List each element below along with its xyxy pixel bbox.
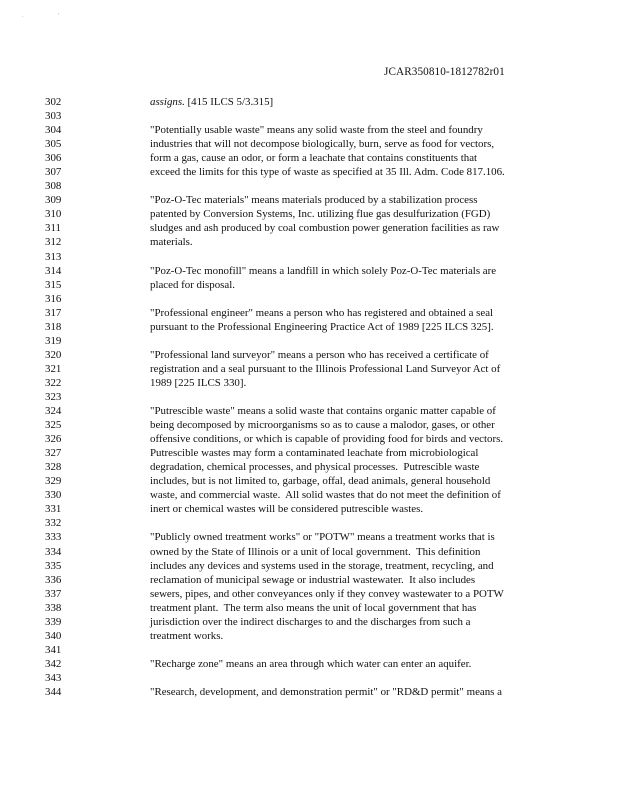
line-number: 304 bbox=[45, 124, 62, 137]
line-text bbox=[150, 95, 273, 109]
line-number: 335 bbox=[45, 559, 62, 572]
line-text: includes, but is not limited to, garbage, offal, dead animals, general household bbox=[150, 475, 491, 488]
text-line bbox=[0, 545, 618, 559]
text-line bbox=[0, 306, 618, 320]
numbered-text-body bbox=[0, 95, 618, 699]
text-line bbox=[0, 502, 618, 516]
text-line bbox=[0, 221, 618, 235]
line-number: 334 bbox=[45, 545, 62, 558]
line-text: form a gas, cause an odor, or form a leachate that contains constituents that bbox=[150, 152, 478, 165]
text-line bbox=[0, 95, 618, 109]
line-number: 311 bbox=[45, 222, 61, 235]
line-number: 336 bbox=[45, 573, 62, 586]
line-text: "Professional land surveyor" means a person who has received a certificate of bbox=[150, 348, 489, 361]
line-text: treatment works. bbox=[150, 629, 224, 642]
text-line bbox=[0, 165, 618, 179]
line-text: materials. bbox=[150, 236, 193, 249]
line-text: being decomposed by microorganisms so as to cause a malodor, gases, or other bbox=[150, 419, 495, 432]
line-number: 341 bbox=[45, 643, 62, 656]
line-number: 312 bbox=[45, 236, 62, 249]
text-line bbox=[0, 643, 618, 657]
line-number: 344 bbox=[45, 685, 62, 698]
line-text: offensive conditions, or which is capable of providing food for birds and vectors. bbox=[150, 433, 504, 446]
line-number: 303 bbox=[45, 110, 62, 123]
text-line bbox=[0, 390, 618, 404]
line-number: 307 bbox=[45, 166, 62, 179]
line-text: includes any devices and systems used in the storage, treatment, recycling, and bbox=[150, 559, 494, 572]
text-line bbox=[0, 151, 618, 165]
line-number: 328 bbox=[45, 461, 62, 474]
text-line bbox=[0, 123, 618, 137]
text-line bbox=[0, 474, 618, 488]
line-text: "Recharge zone" means an area through which water can enter an aquifer. bbox=[150, 657, 472, 670]
line-text: registration and a seal pursuant to the Illinois Professional Land Surveyor Act of bbox=[150, 362, 501, 375]
line-text: Putrescible wastes may form a contaminated leachate from microbiological bbox=[150, 447, 479, 460]
line-number: 314 bbox=[45, 264, 62, 277]
line-text: waste, and commercial waste. All solid wastes that do not meet the definition of bbox=[150, 489, 501, 502]
text-line bbox=[0, 629, 618, 643]
line-text: 1989 [225 ILCS 330]. bbox=[150, 376, 247, 389]
text-line bbox=[0, 250, 618, 264]
line-number: 343 bbox=[45, 671, 62, 684]
text-line bbox=[0, 109, 618, 123]
document-id: JCAR350810-1812782r01 bbox=[384, 66, 505, 78]
line-number: 339 bbox=[45, 615, 62, 628]
text-line bbox=[0, 376, 618, 390]
text-line bbox=[0, 348, 618, 362]
text-line bbox=[0, 235, 618, 249]
text-line bbox=[0, 137, 618, 151]
text-line bbox=[0, 587, 618, 601]
line-number: 332 bbox=[45, 517, 62, 530]
text-line bbox=[0, 404, 618, 418]
line-number: 310 bbox=[45, 208, 62, 221]
line-text: "Publicly owned treatment works" or "POTW" means a treatment works that is bbox=[150, 531, 495, 544]
text-line bbox=[0, 657, 618, 671]
line-text: sewers, pipes, and other conveyances only if they convey wastewater to a POTW bbox=[150, 587, 504, 600]
text-line bbox=[0, 573, 618, 587]
line-number: 306 bbox=[45, 152, 62, 165]
scan-speck-right: ' bbox=[58, 13, 60, 19]
text-line bbox=[0, 615, 618, 629]
line-number: 318 bbox=[45, 320, 62, 333]
line-text: inert or chemical wastes will be considered putrescible wastes. bbox=[150, 503, 424, 516]
text-line bbox=[0, 601, 618, 615]
line-text: patented by Conversion Systems, Inc. utilizing flue gas desulfurization (FGD) bbox=[150, 208, 491, 221]
line-number: 317 bbox=[45, 306, 62, 319]
line-text: "Research, development, and demonstration permit" or "RD&D permit" means a bbox=[150, 685, 502, 698]
text-line bbox=[0, 432, 618, 446]
text-line bbox=[0, 418, 618, 432]
line-number: 340 bbox=[45, 629, 62, 642]
line-number: 325 bbox=[45, 419, 62, 432]
text-line bbox=[0, 362, 618, 376]
line-text: "Professional engineer" means a person who has registered and obtained a seal bbox=[150, 306, 494, 319]
text-line bbox=[0, 278, 618, 292]
text-line bbox=[0, 559, 618, 573]
line-number: 302 bbox=[45, 96, 62, 108]
line-number: 321 bbox=[45, 362, 62, 375]
text-line bbox=[0, 292, 618, 306]
text-line bbox=[0, 460, 618, 474]
line-number: 315 bbox=[45, 278, 62, 291]
text-line bbox=[0, 207, 618, 221]
line-text: "Potentially usable waste" means any solid waste from the steel and foundry bbox=[150, 124, 483, 137]
scan-speck-left: . bbox=[22, 13, 24, 19]
line-number: 324 bbox=[45, 405, 62, 418]
line-text: exceed the limits for this type of waste as specified at 35 Ill. Adm. Code 817.106. bbox=[150, 166, 505, 179]
line-text: reclamation of municipal sewage or industrial wastewater. It also includes bbox=[150, 573, 476, 586]
line-number: 329 bbox=[45, 475, 62, 488]
text-line bbox=[0, 685, 618, 699]
line-number: 333 bbox=[45, 531, 62, 544]
text-line bbox=[0, 193, 618, 207]
line-number: 316 bbox=[45, 292, 62, 305]
line-number: 305 bbox=[45, 138, 62, 151]
line-text: "Putrescible waste" means a solid waste that contains organic matter capable of bbox=[150, 405, 496, 418]
text-line bbox=[0, 516, 618, 530]
line-text: pursuant to the Professional Engineering Practice Act of 1989 [225 ILCS 325]. bbox=[150, 320, 494, 333]
line-text: industries that will not decompose biologically, burn, serve as food for vectors, bbox=[150, 138, 495, 151]
text-line bbox=[0, 446, 618, 460]
line-number: 338 bbox=[45, 601, 62, 614]
line-number: 319 bbox=[45, 334, 62, 347]
line-number: 320 bbox=[45, 348, 62, 361]
text-line bbox=[0, 320, 618, 334]
text-line bbox=[0, 530, 618, 544]
line-number: 342 bbox=[45, 657, 62, 670]
line-number: 322 bbox=[45, 376, 62, 389]
line-text: treatment plant. The term also means the unit of local government that has bbox=[150, 601, 477, 614]
italic-text: assigns. bbox=[150, 96, 185, 108]
line-text: "Poz-O-Tec monofill" means a landfill in which solely Poz-O-Tec materials are bbox=[150, 264, 497, 277]
line-number: 330 bbox=[45, 489, 62, 502]
text-line bbox=[0, 264, 618, 278]
line-number: 326 bbox=[45, 433, 62, 446]
line-number: 308 bbox=[45, 180, 62, 193]
line-number: 331 bbox=[45, 503, 62, 516]
line-text: placed for disposal. bbox=[150, 278, 235, 291]
citation-text: [415 ILCS 5/3.315] bbox=[184, 96, 274, 108]
line-number: 323 bbox=[45, 390, 62, 403]
line-text: "Poz-O-Tec materials" means materials produced by a stabilization process bbox=[150, 194, 478, 207]
text-line bbox=[0, 671, 618, 685]
text-line bbox=[0, 334, 618, 348]
line-text: sludges and ash produced by coal combustion power generation facilities as raw bbox=[150, 222, 500, 235]
line-number: 309 bbox=[45, 194, 62, 207]
text-line bbox=[0, 179, 618, 193]
text-line bbox=[0, 488, 618, 502]
line-text: jurisdiction over the indirect discharges to and the discharges from such a bbox=[150, 615, 471, 628]
line-number: 313 bbox=[45, 250, 62, 263]
line-number: 337 bbox=[45, 587, 62, 600]
line-text: degradation, chemical processes, and physical processes. Putrescible waste bbox=[150, 461, 480, 474]
line-number: 327 bbox=[45, 447, 62, 460]
line-text: owned by the State of Illinois or a unit of local government. This definition bbox=[150, 545, 481, 558]
